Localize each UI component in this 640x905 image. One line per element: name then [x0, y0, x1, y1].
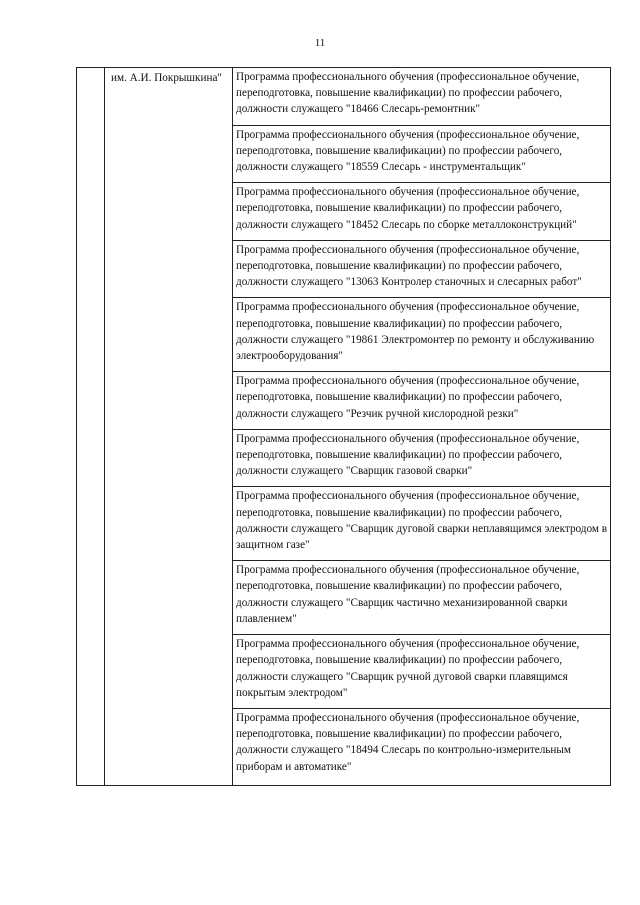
organization-name: им. А.И. Покрышкина" — [111, 72, 222, 84]
program-item: Программа профессионального обучения (профессиональное обучение, переподготовка, повышение квалификации) по профессии рабочего, должности служащего "Резчик ручной кислородной резки" — [233, 372, 610, 430]
page-number: 11 — [314, 37, 326, 49]
program-item: Программа профессионального обучения (профессиональное обучение, переподготовка, повышение квалификации) по профессии рабочего, должности служащего "18452 Слесарь по сборке металлоконструкций" — [233, 183, 610, 241]
programs-cell — [233, 68, 611, 786]
program-item: Программа профессионального обучения (профессиональное обучение, переподготовка, повышение квалификации) по профессии рабочего, должности служащего "18466 Слесарь-ремонтник" — [233, 68, 610, 126]
organization-cell — [105, 68, 233, 786]
program-item: Программа профессионального обучения (профессиональное обучение, переподготовка, повышение квалификации) по профессии рабочего, должности служащего "Сварщик частично механизированной сварки плавлением" — [233, 561, 610, 635]
programs-table — [76, 67, 611, 786]
table-row — [77, 68, 611, 786]
program-item: Программа профессионального обучения (профессиональное обучение, переподготовка, повышение квалификации) по профессии рабочего, должности служащего "18494 Слесарь по контрольно-измерительным приборам и автоматике" — [236, 711, 580, 773]
program-item: Программа профессионального обучения (профессиональное обучение, переподготовка, повышение квалификации) по профессии рабочего, должности служащего "13063 Контролер станочных и слесарных работ" — [233, 241, 610, 299]
program-item: Программа профессионального обучения (профессиональное обучение, переподготовка, повышение квалификации) по профессии рабочего, должности служащего "Сварщик ручной дуговой сварки плавящимся покрытым электродом" — [233, 635, 610, 709]
program-item: Программа профессионального обучения (профессиональное обучение, переподготовка, повышение квалификации) по профессии рабочего, должности служащего "Сварщик газовой сварки" — [233, 430, 610, 488]
program-item: Программа профессионального обучения (профессиональное обучение, переподготовка, повышение квалификации) по профессии рабочего, должности служащего "18559 Слесарь - инструментальщик" — [233, 126, 610, 184]
program-item: Программа профессионального обучения (профессиональное обучение, переподготовка, повышение квалификации) по профессии рабочего, должности служащего "Сварщик дуговой сварки неплавящимся электродом в защитном газе" — [233, 487, 610, 561]
program-item: Программа профессионального обучения (профессиональное обучение, переподготовка, повышение квалификации) по профессии рабочего, должности служащего "19861 Электромонтер по ремонту и обслуживанию электрооборудования" — [233, 298, 610, 372]
row-number-cell — [77, 68, 105, 786]
